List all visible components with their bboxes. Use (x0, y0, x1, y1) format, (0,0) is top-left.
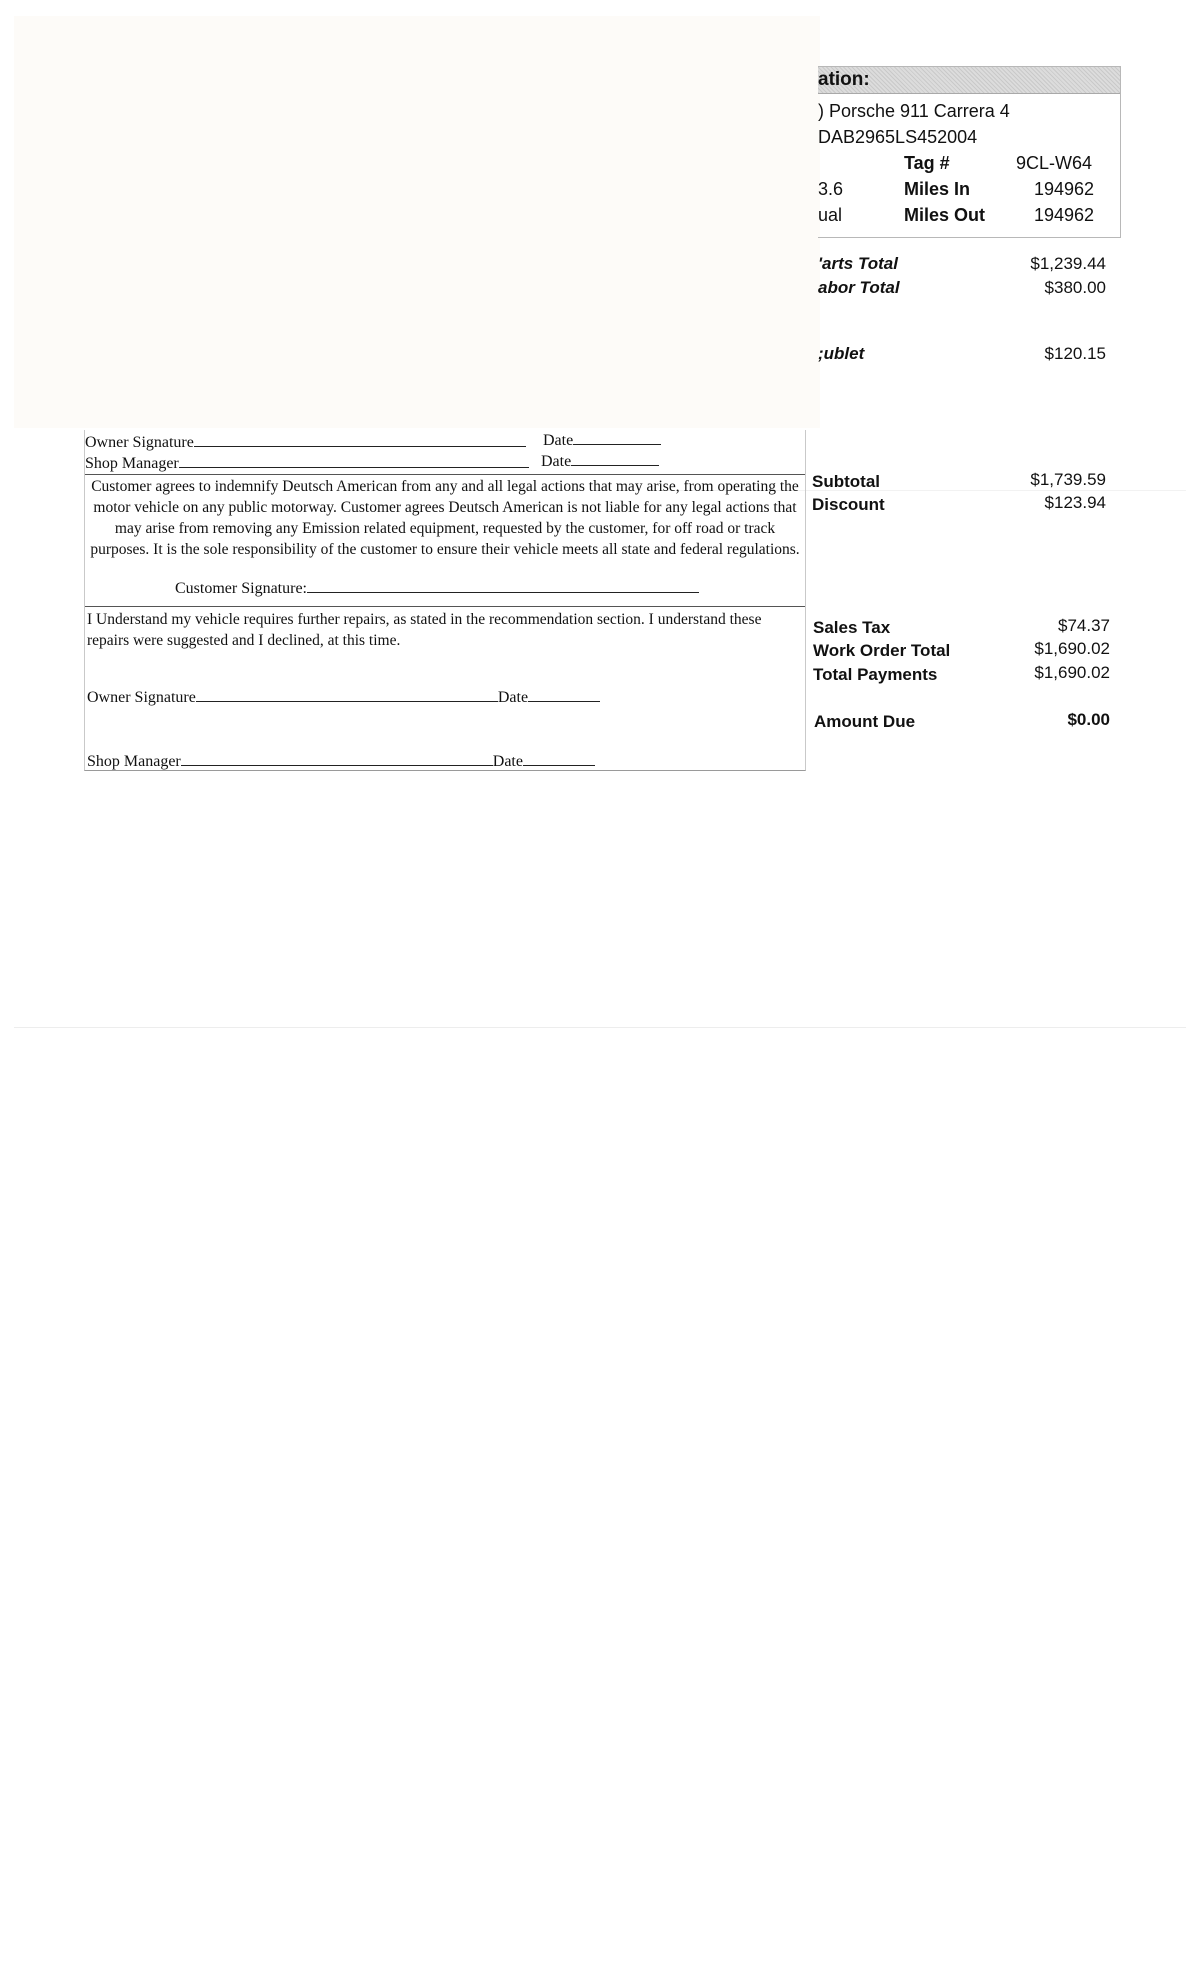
owner-signature-label: Owner Signature (85, 434, 194, 451)
redacted-area (14, 16, 820, 428)
vehicle-vin: DAB2965LS452004 (818, 127, 978, 147)
tag-value: 9CL-W64 (1016, 153, 1093, 173)
work-order-total-value: $1,690.02 (1034, 639, 1110, 658)
divider (85, 474, 805, 475)
customer-signature-row (175, 578, 699, 598)
parts-total-label: 'arts Total (818, 254, 898, 273)
manager-date-field[interactable] (571, 451, 659, 466)
sublet-label: ;ublet (818, 344, 865, 363)
tag-label: Tag # (904, 153, 950, 173)
customer-signature-field[interactable] (307, 578, 699, 593)
amount-due-value: $0.00 (1067, 710, 1110, 729)
discount-label: Discount (812, 495, 885, 514)
manager-date-row (541, 451, 659, 471)
declined-manager-date-field[interactable] (523, 751, 595, 766)
authorization-form (84, 430, 806, 608)
sublet-value: $120.15 (1044, 344, 1106, 363)
work-order-total-label: Work Order Total (813, 641, 951, 660)
customer-signature-label: Customer Signature: (175, 580, 307, 597)
labor-total-label: abor Total (818, 278, 900, 297)
discount-value: $123.94 (1044, 493, 1106, 512)
declined-manager-date-label: Date (492, 753, 523, 770)
sales-tax-value: $74.37 (1058, 616, 1110, 635)
indemnity-text: Customer agrees to indemnify Deutsch American from any and all legal actions that may arise, from operating the motor vehicle on any public motorway. Customer agrees Deutsch American is not liable for any legal actions that may arise from removing any Emission related equipment, requested by the customer, for off road or track purposes. It is the sole responsibility of the customer to ensure their vehicle meets all state and federal regulations. (90, 478, 800, 558)
labor-total-value: $380.00 (1044, 278, 1106, 297)
declined-owner-date-field[interactable] (528, 687, 600, 702)
miles-in-label: Miles In (904, 179, 971, 199)
vehicle-model: ) Porsche 911 Carrera 4 (818, 101, 1010, 121)
declined-repairs-form (84, 607, 806, 771)
scan-artifact-line (14, 1027, 1186, 1028)
vehicle-info-header: ation: (818, 67, 1120, 94)
parts-total-value: $1,239.44 (1030, 254, 1106, 273)
manager-date-label: Date (541, 453, 572, 470)
amount-due-label: Amount Due (814, 712, 916, 731)
shop-manager-label: Shop Manager (85, 455, 179, 472)
declined-owner-date-label: Date (497, 689, 529, 706)
total-payments-value: $1,690.02 (1034, 663, 1110, 682)
owner-date-row (543, 430, 661, 450)
miles-out-label: Miles Out (904, 205, 986, 225)
vehicle-info-panel (818, 66, 1121, 238)
sales-tax-label: Sales Tax (813, 618, 891, 637)
owner-date-field[interactable] (573, 430, 661, 445)
miles-in-value: 194962 (1034, 179, 1095, 199)
declined-shop-manager-field[interactable] (181, 751, 493, 766)
declined-shop-manager-row (87, 751, 595, 771)
miles-out-value: 194962 (1034, 205, 1095, 225)
declined-shop-manager-label: Shop Manager (87, 753, 181, 770)
declined-repairs-text: I Understand my vehicle requires further repairs, as stated in the recommendation section. I understand these repairs were suggested and I declined, at this time. (87, 611, 762, 649)
owner-date-label: Date (543, 432, 574, 449)
shop-manager-row (85, 453, 529, 473)
engine-size: 3.6 (818, 179, 844, 199)
declined-owner-signature-field[interactable] (196, 687, 498, 702)
subtotal-value: $1,739.59 (1030, 470, 1106, 489)
shop-manager-field[interactable] (179, 453, 529, 468)
owner-signature-row (85, 432, 526, 452)
declined-owner-signature-row (87, 687, 600, 707)
subtotal-label: Subtotal (812, 472, 880, 491)
transmission: ual (818, 205, 843, 225)
owner-signature-field[interactable] (194, 432, 526, 447)
declined-owner-signature-label: Owner Signature (87, 689, 196, 706)
total-payments-label: Total Payments (813, 665, 938, 684)
